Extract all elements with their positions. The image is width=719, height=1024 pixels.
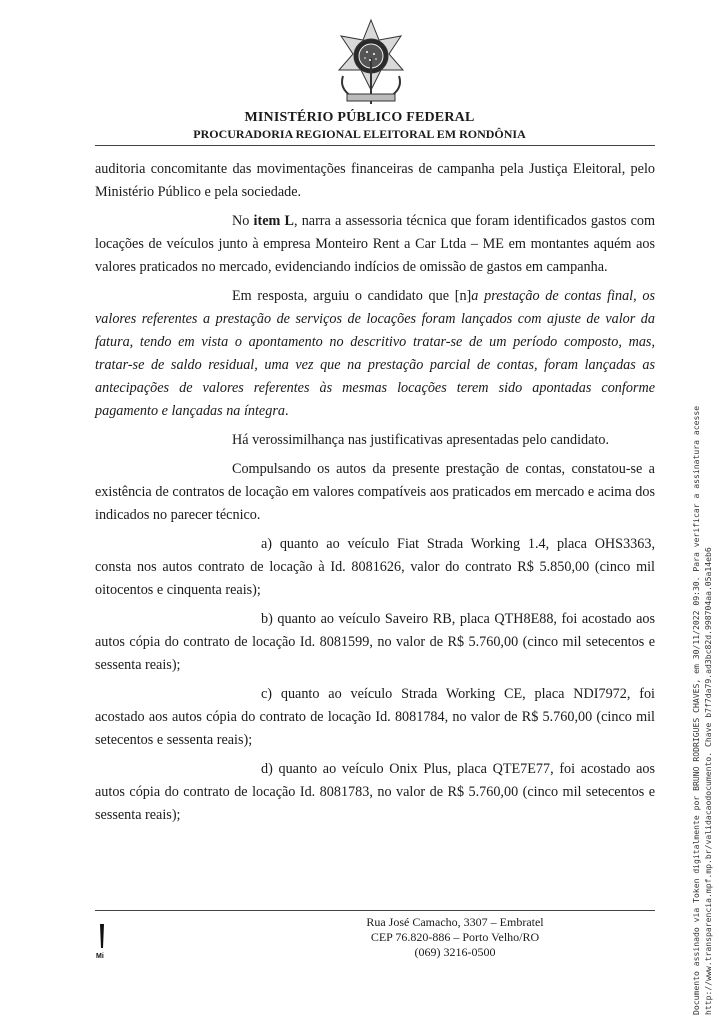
list-item-a: a) quanto ao veículo Fiat Strada Working 1.4, placa OHS3363, consta nos autos contrato de locação à Id. 8081626, valor do contrato R$ 5.850,00 (cinco mil oitocentos e cinquenta reais); [95,536,655,598]
page-subtitle: PROCURADORIA REGIONAL ELEITORAL EM RONDÔNIA [193,127,526,141]
paragraph-text: No [232,213,254,229]
paragraph-verisimilitude: Há verossimilhança nas justificativas apresentadas pelo candidato. [232,432,610,448]
paragraph-findings: Compulsando os autos da presente prestação de contas, constatou-se a existência de contratos de locação em valores compatíveis aos praticados em mercado e acima dos indicados no parecer técnico. [95,461,655,523]
header-divider [95,145,655,146]
svg-text:Mi: Mi [96,953,104,960]
page-title: MINISTÉRIO PÚBLICO FEDERAL [244,110,475,125]
paragraph-text: . [284,403,289,419]
verification-link[interactable]: http://www.transparencia.mpf.mp.br/validacaodocumento. Chave b7f7da79.ad3bc82d.998704aa.05a14eb6 [703,547,713,1015]
list-item-c: c) quanto ao veículo Strada Working CE, placa NDI7972, foi acostado aos autos cópia do contrato de locação Id. 8081784, no valor de R$ 5.760,00 (cinco mil setecentos e sessenta reais); [95,686,655,748]
digital-signature-stamp [690,406,714,1015]
italic-quote: a prestação de contas final, os valores referentes a prestação de serviços de locações foram lançados com ajuste de valor da fatura, tendo em vista o apontamento no descritivo tratar-se de um período composto, mas, tratar-se de saldo residual, uma vez que na prestação parcial de contas, foram lançadas as antecipações de valores referentes às mesmas locações terem sido apontadas conforme pagamento e lançadas na íntegra [95,288,655,419]
paragraph-response [95,285,655,423]
list-item-b: b) quanto ao veículo Saveiro RB, placa QTH8E88, foi acostado aos autos cópia do contrato de locação Id. 8081599, no valor de R$ 5.760,00 (cinco mil setecentos e sessenta reais); [95,611,655,673]
paragraph-text: Em resposta, arguiu o candidato que [n] [232,288,472,304]
coat-of-arms-emblem [329,18,413,106]
footer-address [355,915,555,960]
list-item-d: d) quanto ao veículo Onix Plus, placa QTE7E77, foi acostado aos autos cópia do contrato de locação Id. 8081783, no valor de R$ 5.760,00 (cinco mil setecentos e sessenta reais); [95,761,655,823]
signature-line: Documento assinado via Token digitalmente por BRUNO RODRIGUES CHAVES, em 30/11/2022 09:30. Para verificar a assinatura acesse [691,405,701,1015]
paragraph-continuation: auditoria concomitante das movimentações financeiras de campanha pela Justiça Eleitoral, pelo Ministério Público e pela sociedade. [95,161,655,200]
footer-divider [95,910,655,911]
paragraph-text: , narra a assessoria técnica que foram identificados gastos com locações de veículos junto à empresa Monteiro Rent a Car Ltda – ME em montantes aquém aos valores praticados no mercado, evidenciando indícios de omissão de gastos em campanha. [95,213,656,275]
bold-reference: item L [253,213,294,229]
address-postal: CEP 76.820-886 – Porto Velho/RO [370,930,540,944]
address-phone: (069) 3216-0500 [414,945,496,959]
address-street: Rua José Camacho, 3307 – Embratel [366,915,544,929]
document-body [95,158,655,827]
paragraph-item-l [95,210,655,279]
mpf-logo [95,922,111,962]
